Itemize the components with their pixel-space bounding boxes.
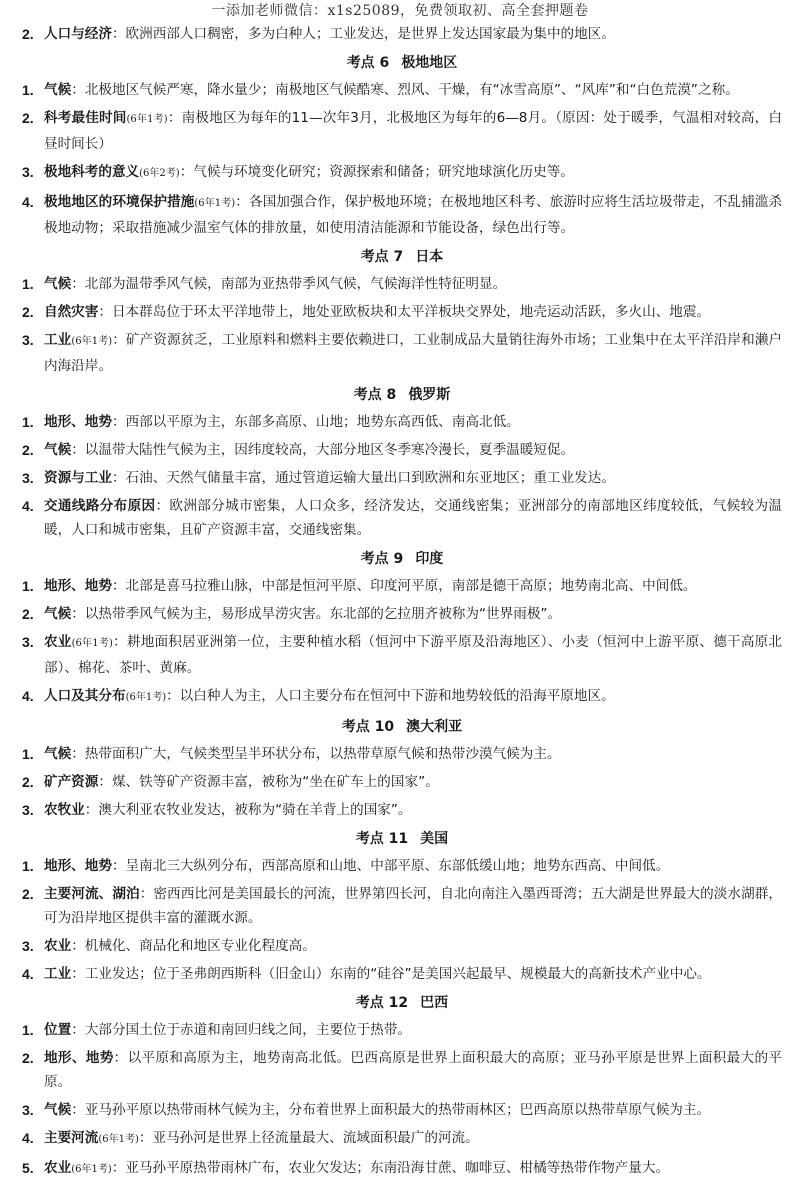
section-number: 考点 10 (341, 719, 395, 735)
section-heading (22, 50, 782, 76)
item-term: 人口及其分布 (44, 688, 126, 704)
item-term: 气候 (44, 442, 72, 458)
exam-frequency-note: (6年1考) (71, 638, 113, 649)
item-term: 人口与经济 (44, 26, 112, 42)
list-item (22, 466, 782, 490)
item-term: 地形、地势 (44, 858, 112, 874)
item-number: 2. (22, 26, 34, 42)
watermark-banner: 一添加老师微信：x1s25089，免费领取初、高全套押题卷 (211, 3, 589, 19)
section-heading (22, 546, 782, 572)
exam-frequency-note: (6年2考) (139, 168, 180, 179)
item-text: ：北极地区气候严寒，降水量少；南极地区气候酷寒、烈风、干燥，有“冰雪高原”、“风库”和“白色荒漠”之称。 (71, 82, 739, 98)
section (22, 22, 782, 46)
list-item (22, 78, 782, 102)
section (22, 990, 782, 1182)
item-term: 地形、地势 (44, 578, 112, 594)
item-term: 矿产资源 (44, 774, 99, 790)
item-text: ：气候与环境变化研究；资源探索和储备；研究地球演化历史等。 (179, 164, 574, 180)
item-number: 1. (22, 746, 34, 762)
item-number: 3. (22, 332, 34, 348)
item-number: 3. (22, 470, 34, 486)
item-term: 农业 (44, 634, 72, 650)
item-number: 3. (22, 938, 34, 954)
section-title: 巴西 (420, 995, 449, 1011)
item-text: ：大部分国土位于赤道和南回归线之间，主要位于热带。 (71, 1022, 412, 1038)
item-number: 2. (22, 304, 34, 320)
list-item (22, 1046, 782, 1094)
section (22, 714, 782, 822)
item-text: ：南极地区为每年的11—次年3月，北极地区为每年的6—8月。（原因：处于暖季，气温相对较高，白昼时间长） (44, 110, 782, 152)
exam-frequency-note: (6年1考) (194, 198, 236, 209)
item-term: 气候 (44, 746, 72, 762)
section-number: 考点 7 (360, 249, 404, 265)
item-term: 农牧业 (44, 802, 85, 818)
exam-frequency-note: (6年1考) (125, 692, 167, 703)
item-text: ：以热带季风气候为主，易形成旱涝灾害。东北部的乞拉朋齐被称为“世界雨极”。 (71, 606, 562, 622)
list-item (22, 328, 782, 378)
item-text: ：呈南北三大纵列分布，西部高原和山地、中部平原、东部低缓山地；地势东西高、中间低。 (111, 858, 670, 874)
list-item (22, 574, 782, 598)
item-text: ：澳大利亚农牧业发达，被称为“骑在羊背上的国家”。 (84, 802, 412, 818)
item-number: 2. (22, 442, 34, 458)
item-text: ：耕地面积居亚洲第一位，主要种植水稻（恒河中下游平原及沿海地区）、小麦（恒河中上游平原、德干高原北部）、棉花、茶叶、黄麻。 (44, 634, 782, 676)
list-item (22, 1098, 782, 1122)
list-item (22, 410, 782, 434)
section-heading (22, 826, 782, 852)
list-item (22, 300, 782, 324)
item-text: ：以平原和高原为主，地势南高北低。巴西高原是世界上面积最大的高原；亚马孙平原是世界上面积最大的平原。 (44, 1050, 782, 1090)
list-item (22, 934, 782, 958)
item-text: ：欧洲部分城市密集，人口众多，经济发达，交通线密集；亚洲部分的南部地区纬度较低，气候较为温暖，人口和城市密集，且矿产资源丰富，交通线密集。 (44, 498, 783, 538)
item-number: 2. (22, 886, 34, 902)
item-number: 3. (22, 1102, 34, 1118)
list-item (22, 602, 782, 626)
item-number: 3. (22, 802, 34, 818)
section-number: 考点 8 (353, 387, 397, 403)
list-item (22, 684, 782, 710)
item-text: ：北部为温带季风气候，南部为亚热带季风气候，气候海洋性特征明显。 (71, 276, 507, 292)
item-term: 自然灾害 (44, 304, 99, 320)
section (22, 382, 782, 542)
section-number: 考点 12 (355, 995, 409, 1011)
item-text: ：矿产资源贫乏，工业原料和燃料主要依赖进口，工业制成品大量销往海外市场；工业集中在太平洋沿岸和濑户内海沿岸。 (44, 332, 783, 374)
section (22, 826, 782, 986)
item-term: 气候 (44, 606, 72, 622)
item-text: ：亚马孙平原热带雨林广布，农业欠发达；东南沿海甘蔗、咖啡豆、柑橘等热带作物产量大。 (111, 1160, 670, 1176)
item-number: 2. (22, 606, 34, 622)
item-term: 气候 (44, 82, 72, 98)
item-number: 2. (22, 774, 34, 790)
item-text: ：工业发达；位于圣弗朗西斯科（旧金山）东南的“硅谷”是美国兴起最早、规模最大的高新技术产业中心。 (71, 966, 711, 982)
item-text: ：各国加强合作，保护极地环境；在极地地区科考、旅游时应将生活垃圾带走，不乱捕滥杀极地动物；采取措施减少温室气体的排放量，如使用清洁能源和节能设备，绿色出行等。 (44, 194, 783, 236)
section-heading (22, 714, 782, 740)
section-heading (22, 990, 782, 1016)
item-number: 3. (22, 164, 34, 180)
list-item (22, 272, 782, 296)
item-term: 主要河流 (44, 1130, 99, 1146)
section (22, 50, 782, 240)
item-term: 农业 (44, 1160, 72, 1176)
list-item (22, 882, 782, 930)
item-term: 地形、地势 (44, 1050, 114, 1066)
item-number: 2. (22, 1050, 34, 1066)
item-number: 4. (22, 498, 34, 514)
item-text: ：亚马孙平原以热带雨林气候为主，分布着世界上面积最大的热带雨林区；巴西高原以热带草原气候为主。 (71, 1102, 711, 1118)
item-number: 4. (22, 688, 34, 704)
item-term: 地形、地势 (44, 414, 112, 430)
item-number: 1. (22, 414, 34, 430)
item-text: ：密西西比河是美国最长的河流，世界第四长河，自北向南注入墨西哥湾；五大湖是世界最大的淡水湖群，可为沿岸地区提供丰富的灌溉水源。 (44, 886, 783, 926)
list-item (22, 962, 782, 986)
item-term: 位置 (44, 1022, 72, 1038)
item-term: 农业 (44, 938, 72, 954)
item-term: 交通线路分布原因 (44, 498, 156, 514)
item-text: ：石油、天然气储量丰富，通过管道运输大量出口到欧洲和东亚地区；重工业发达。 (111, 470, 615, 486)
item-text: ：热带面积广大，气候类型呈半环状分布，以热带草原气候和热带沙漠气候为主。 (71, 746, 561, 762)
exam-frequency-note: (6年1考) (71, 336, 113, 347)
item-term: 主要河流、湖泊 (44, 886, 140, 902)
document-content (22, 22, 782, 1186)
item-term: 工业 (44, 966, 72, 982)
item-number: 1. (22, 276, 34, 292)
section-heading (22, 382, 782, 408)
list-item (22, 22, 782, 46)
list-item (22, 160, 782, 186)
item-term: 气候 (44, 276, 72, 292)
item-number: 1. (22, 1022, 34, 1038)
item-number: 5. (22, 1160, 34, 1176)
item-number: 4. (22, 966, 34, 982)
item-term: 资源与工业 (44, 470, 112, 486)
item-text: ：日本群岛位于环太平洋地带上，地处亚欧板块和太平洋板块交界处，地壳运动活跃，多火山、地震。 (98, 304, 711, 320)
item-number: 1. (22, 82, 34, 98)
section-heading (22, 244, 782, 270)
list-item (22, 1156, 782, 1182)
list-item (22, 438, 782, 462)
exam-frequency-note: (6年1考) (98, 1134, 139, 1145)
item-term: 气候 (44, 1102, 72, 1118)
item-text: ：北部是喜马拉雅山脉，中部是恒河平原、印度河平原，南部是德干高原；地势南北高、中间低。 (111, 578, 697, 594)
item-term: 极地地区的环境保护措施 (44, 194, 195, 210)
list-item (22, 630, 782, 680)
item-number: 2. (22, 110, 34, 126)
item-text: ：西部以平原为主，东部多高原、山地；地势东高西低、南高北低。 (111, 414, 520, 430)
list-item (22, 1018, 782, 1042)
item-text: ：以白种人为主，人口主要分布在恒河中下游和地势较低的沿海平原地区。 (166, 688, 615, 704)
item-number: 1. (22, 578, 34, 594)
section-number: 考点 11 (355, 831, 409, 847)
item-text: ：机械化、商品化和地区专业化程度高。 (71, 938, 316, 954)
list-item (22, 798, 782, 822)
exam-frequency-note: (6年1考) (126, 114, 168, 125)
section-title: 澳大利亚 (406, 719, 463, 735)
item-number: 1. (22, 858, 34, 874)
section-title: 极地地区 (401, 55, 458, 71)
section-number: 考点 9 (360, 551, 404, 567)
section (22, 546, 782, 710)
exam-frequency-note: (6年1考) (71, 1164, 112, 1175)
section-title: 印度 (415, 551, 444, 567)
item-text: ：欧洲西部人口稠密，多为白种人；工业发达，是世界上发达国家最为集中的地区。 (111, 26, 615, 42)
item-term: 科考最佳时间 (44, 110, 127, 126)
item-number: 4. (22, 1130, 34, 1146)
list-item (22, 854, 782, 878)
item-text: ：亚马孙河是世界上径流量最大、流域面积最广的河流。 (138, 1130, 479, 1146)
item-text: ：煤、铁等矿产资源丰富，被称为“坐在矿车上的国家”。 (98, 774, 439, 790)
section-number: 考点 6 (346, 55, 390, 71)
list-item (22, 190, 782, 240)
section-title: 美国 (420, 831, 449, 847)
item-term: 极地科考的意义 (44, 164, 140, 180)
item-number: 4. (22, 194, 34, 210)
item-term: 工业 (44, 332, 72, 348)
section (22, 244, 782, 378)
list-item (22, 1126, 782, 1152)
item-text: ：以温带大陆性气候为主，因纬度较高，大部分地区冬季寒冷漫长，夏季温暖短促。 (71, 442, 575, 458)
list-item (22, 742, 782, 766)
list-item (22, 770, 782, 794)
list-item (22, 106, 782, 156)
section-title: 日本 (415, 249, 444, 265)
list-item (22, 494, 782, 542)
section-title: 俄罗斯 (408, 387, 451, 403)
item-number: 3. (22, 634, 34, 650)
